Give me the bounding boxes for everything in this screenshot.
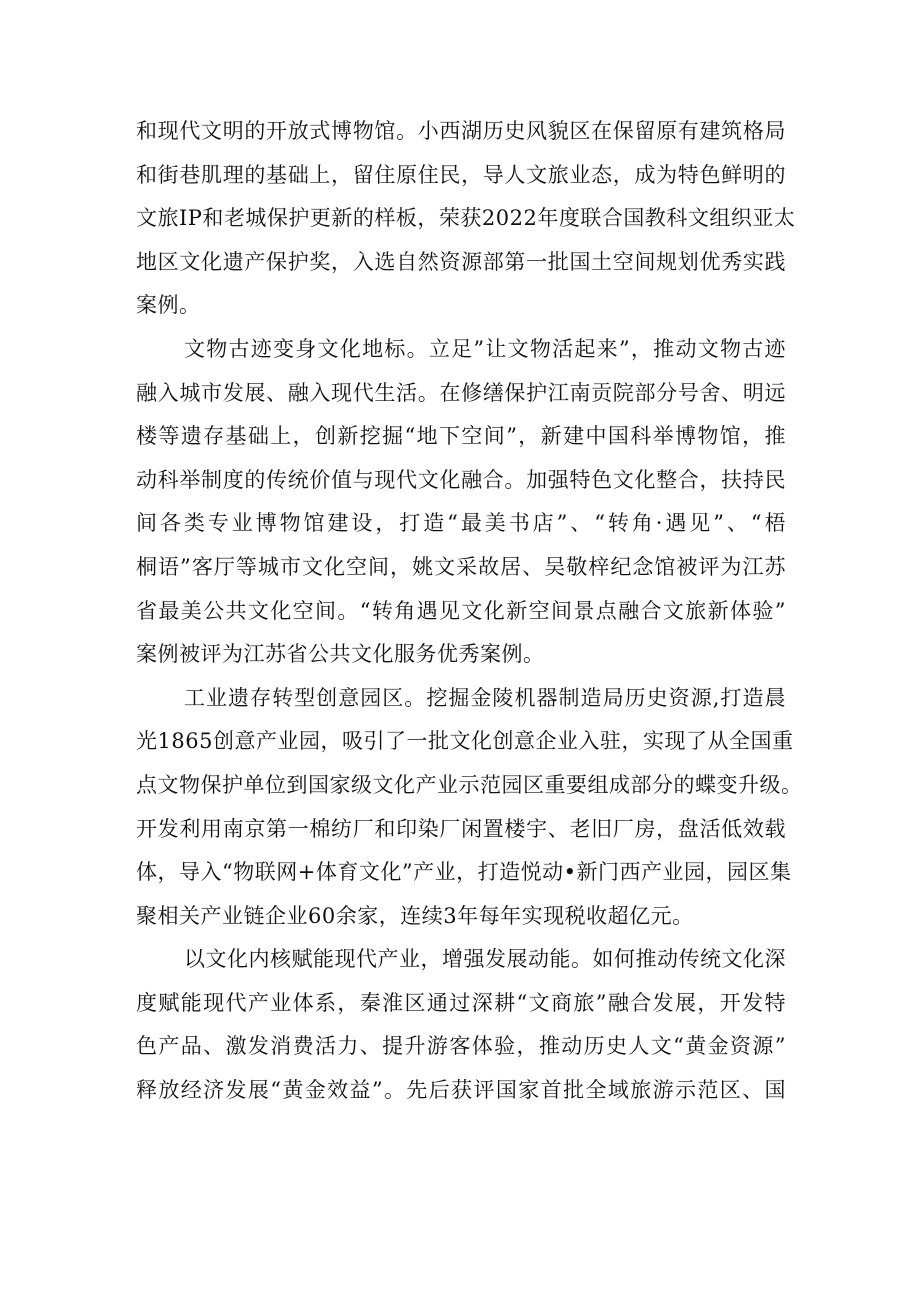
text-line: 间各类专业博物馆建设，打造“最美书店”、“转角·遇见”、“梧 — [136, 511, 786, 536]
text-line: 融入城市发展、融入现代生活。在修缮保护江南贡院部分号舍、明远 — [136, 380, 786, 405]
text-line: 桐语”客厅等城市文化空间，姚文采故居、吴敬梓纪念馆被评为江苏 — [136, 554, 786, 579]
paragraph-heading-line: 文物古迹变身文化地标。立足”让文物活起来”，推动文物古迹 — [184, 336, 786, 361]
text-line: 楼等遗存基础上，创新挖掘“地下空间”，新建中国科举博物馆，推 — [136, 424, 786, 449]
text-line: 点文物保护单位到国家级文化产业示范园区重要组成部分的蝶变升级。 — [136, 772, 803, 797]
paragraph-heading-line: 以文化内核赋能现代产业，增强发展动能。如何推动传统文化深 — [184, 947, 786, 972]
text-line: 省最美公共文化空间。“转角遇见文化新空间景点融合文旅新体验” — [136, 598, 786, 623]
paragraph-heading-line: 工业遗存转型创意园区。挖掘金陵机器制造局历史资源,打造晨 — [184, 685, 786, 710]
text-line: 文旅IP和老城保护更新的样板，荣获2022年度联合国教科文组织亚太 — [136, 206, 796, 231]
text-line: 地区文化遗产保护奖，入选自然资源部第一批国土空间规划优秀实践 — [136, 249, 786, 274]
text-line: 体，导入“物联网+体育文化”产业，打造悦动•新门西产业园，园区集 — [136, 860, 792, 885]
text-line: 色产品、激发消费活力、提升游客体验，推动历史人文“黄金资源” — [136, 1034, 786, 1059]
text-line: 开发利用南京第一棉纺厂和印染厂闲置楼宇、老旧厂房，盘活低效载 — [136, 816, 786, 841]
body-text — [136, 110, 803, 1113]
text-line: 案例被评为江苏省公共文化服务优秀案例。 — [136, 642, 545, 667]
text-line: 度赋能现代产业体系，秦淮区通过深耕“文商旅”融合发展，开发特 — [136, 990, 786, 1015]
text-line: 动科举制度的传统价值与现代文化融合。加强特色文化整合，扶持民 — [136, 467, 786, 492]
text-line: 和街巷肌理的基础上，留住原住民，导人文旅业态，成为特色鲜明的 — [136, 162, 786, 187]
text-line: 和现代文明的开放式博物馆。小西湖历史风貌区在保留原有建筑格局 — [136, 119, 786, 143]
text-line: 释放经济发展“黄金效益”。先后获评国家首批全域旅游示范区、国 — [136, 1078, 786, 1103]
text-line: 案例。 — [136, 293, 201, 318]
text-line: 光1865创意产业园，吸引了一批文化创意企业入驻，实现了从全国重 — [136, 729, 794, 754]
text-line: 聚相关产业链企业60余家，连续3年每年实现税收超亿元。 — [136, 903, 694, 928]
